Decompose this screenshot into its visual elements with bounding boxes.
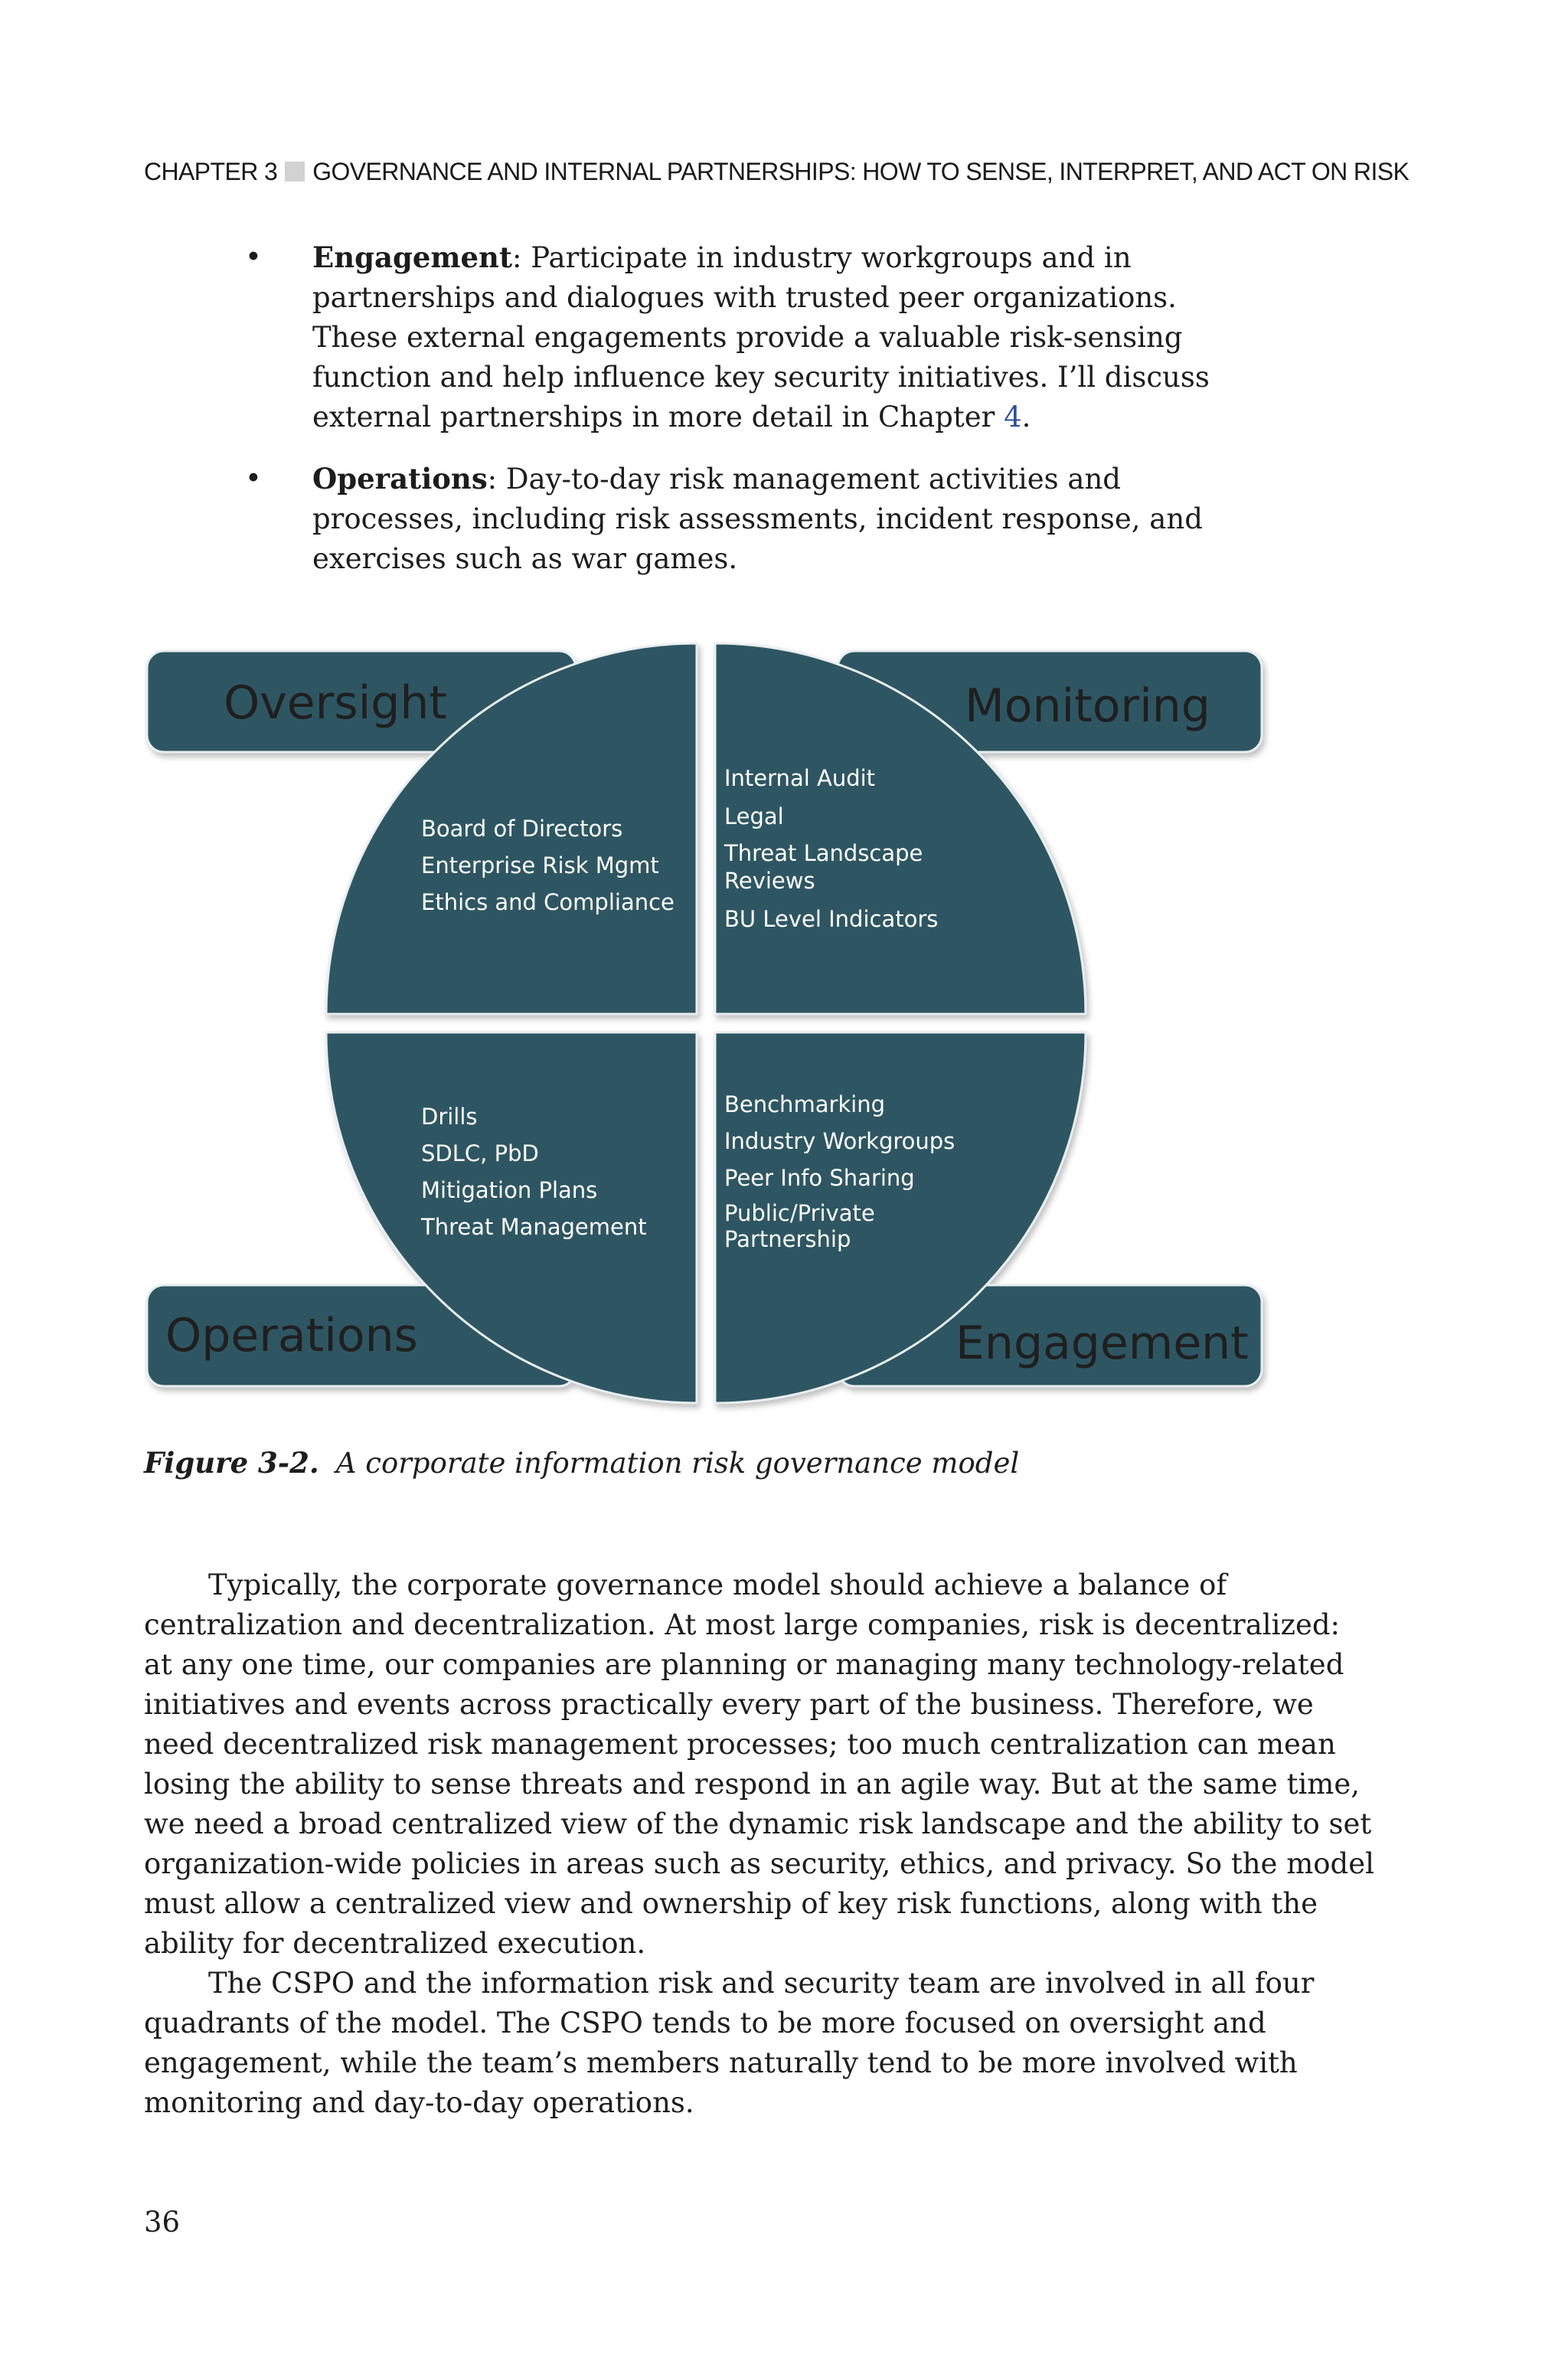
bullet-icon: • <box>245 240 262 273</box>
operations-item: Mitigation Plans <box>421 1177 598 1203</box>
engagement-item: Peer Info Sharing <box>724 1165 915 1191</box>
paragraph: Typically, the corporate governance model should achieve a balance of centralization and decentralization. At most large companies, risk is decentralized: at any one time, our companies are planning or managing many technology-related initiatives and events across practically every part of the business. Therefore, we need decentralized risk management processes; too much centralization can mean losing the ability to sense threats and respond in an agile way. But at the same time, we need a broad centralized view of the dynamic risk landscape and the ability to set organization-wide policies in areas such as security, ethics, and privacy. So the model must allow a centralized view and ownership of key risk functions, along with the ability for decentralized execution. <box>144 1568 1374 1960</box>
monitoring-label: Monitoring <box>965 679 1210 733</box>
bullet-list <box>245 237 1240 600</box>
figure-caption-text: A corporate information risk governance model <box>335 1447 1020 1480</box>
operations-item: SDLC, PbD <box>421 1140 539 1166</box>
chapter-title: GOVERNANCE AND INTERNAL PARTNERSHIPS: HOW TO SENSE, INTERPRET, AND ACT ON RISK <box>312 158 1410 185</box>
chapter-link[interactable]: 4 <box>1004 401 1022 433</box>
oversight-item: Board of Directors <box>421 816 623 842</box>
figure-caption <box>144 1446 1019 1480</box>
figure-number: Figure 3-2. <box>144 1446 319 1480</box>
monitoring-item: Reviews <box>724 868 815 894</box>
bullet-icon: • <box>245 462 262 495</box>
operations-label: Operations <box>165 1309 418 1362</box>
running-head <box>144 158 1409 186</box>
engagement-item: Benchmarking <box>724 1091 886 1117</box>
engagement-item: Industry Workgroups <box>724 1128 956 1154</box>
monitoring-item: BU Level Indicators <box>724 906 939 932</box>
oversight-item: Ethics and Compliance <box>421 889 675 915</box>
oversight-label: Oversight <box>224 676 447 730</box>
bullet-item-engagement <box>245 237 1240 437</box>
bullet-text: : Participate in industry workgroups and in partnerships and dialogues with trusted peer organizations. These external engagements provide a valuable risk-sensing function and help influence key security initiatives. I’ll discuss external partnerships in more detail in Chapter <box>312 241 1210 433</box>
engagement-item: Public/Private <box>724 1200 875 1226</box>
separator-square-icon <box>285 162 305 182</box>
page-number: 36 <box>144 2206 181 2239</box>
bullet-text: : Day-to-day risk management activities and processes, including risk assessments, incident response, and exercises such as war games. <box>312 463 1203 575</box>
body-text <box>144 1565 1377 2123</box>
bullet-term: Operations <box>312 462 488 496</box>
bullet-term: Engagement <box>312 240 513 274</box>
bullet-item-operations <box>245 459 1240 579</box>
monitoring-item: Threat Landscape <box>724 840 923 866</box>
engagement-label: Engagement <box>956 1317 1249 1370</box>
monitoring-item: Internal Audit <box>724 765 876 791</box>
bullet-tail: . <box>1021 401 1031 433</box>
chapter-label: CHAPTER 3 <box>144 158 278 185</box>
operations-item: Drills <box>421 1104 478 1130</box>
operations-item: Threat Management <box>421 1214 647 1240</box>
engagement-item: Partnership <box>724 1226 851 1252</box>
monitoring-item: Legal <box>724 803 784 829</box>
oversight-item: Enterprise Risk Mgmt <box>421 852 659 878</box>
governance-model-figure <box>142 633 1276 1417</box>
paragraph: The CSPO and the information risk and security team are involved in all four quadrants of the model. The CSPO tends to be more focused on oversight and engagement, while the team’s members naturally tend to be more involved with monitoring and day-to-day operations. <box>144 1967 1315 2119</box>
